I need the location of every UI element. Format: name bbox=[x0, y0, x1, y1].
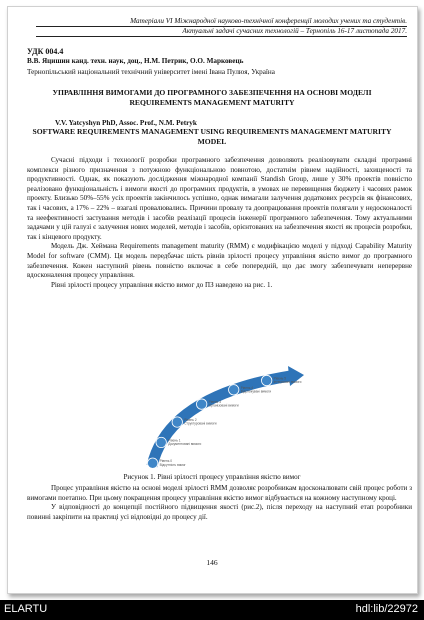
udc-code: УДК 004.4 bbox=[27, 47, 64, 56]
page-number: 146 bbox=[206, 558, 218, 567]
level-marker bbox=[147, 458, 157, 468]
title-ua: УПРАВЛІННЯ ВИМОГАМИ ДО ПРОГРАМНОГО ЗАБЕЗПЕЧЕННЯ НА ОСНОВІ МОДЕЛІ REQUIREMENTS MANAGEMENT MATURITY bbox=[52, 88, 372, 107]
level-marker bbox=[196, 399, 206, 409]
level-label: Рівень 5 Інтегровані вимоги bbox=[273, 376, 302, 385]
repository-name: ELARTU bbox=[4, 603, 48, 615]
level-label: Рівень 3 Організовані вимоги bbox=[208, 400, 239, 408]
authors-en: V.V. Yatcyshyn PhD, Assoc. Prof., N.M. Petryk bbox=[55, 119, 197, 127]
level-label: Рівень 2 Структуровані вимоги bbox=[184, 418, 217, 426]
paragraph: Рівні зрілості процесу управління якістю вимог до ПЗ наведено на рис. 1. bbox=[51, 280, 273, 289]
title-en: SOFTWARE REQUIREMENTS MANAGEMENT USING REQUIREMENTS MANAGEMENT MATURITY MODEL bbox=[32, 127, 392, 146]
header-line-2: Актуальні задачі сучасних технологій – Тернопіль 16-17 листопада 2017. bbox=[36, 27, 407, 37]
maturity-levels-diagram bbox=[118, 358, 308, 470]
paragraph: У відповідності до концепції постійного підвищення якості (рис.2), після переходу на наступний етап розробники повинні закріпити на практиці усі відповідні до процесу дії. bbox=[27, 503, 412, 521]
level-label: Рівень 4 Відстежувані вимоги bbox=[240, 385, 272, 394]
level-label: Рівень 0 Відсутність вимог bbox=[159, 459, 186, 467]
level-marker bbox=[229, 385, 239, 395]
figure-1 bbox=[118, 358, 308, 470]
figure-caption: Рисунок 1. Рівні зрілості процесу управління якістю вимог bbox=[123, 473, 301, 481]
paragraph: Процес управління якістю на основі моделі зрілості RMM дозволяє розробникам вдосконалювати свій процес роботи з вимогами поетапно. При цьому покращення процесу управління якістю вимог відбувається на кожному наступному кроці. bbox=[27, 484, 412, 502]
level-label: Рівень 1 Документовані вимоги bbox=[168, 438, 202, 447]
body-text-continued bbox=[27, 484, 412, 522]
running-header bbox=[36, 17, 407, 37]
affiliation: Тернопільський національний технічний університет імені Івана Пулюя, Україна bbox=[27, 68, 275, 76]
level-marker bbox=[261, 375, 271, 385]
handle-id: hdl:lib/22972 bbox=[355, 603, 418, 615]
authors-ua: В.В. Яцишин канд. техн. наук, доц., Н.М. Петрик, О.О. Марковець bbox=[27, 57, 244, 65]
repository-footer bbox=[0, 600, 424, 620]
body-text bbox=[27, 156, 412, 290]
paragraph: Сучасні підходи і технології розробки програмного забезпечення дозволяють реалізовувати складні програмні комплекси різного призначення з потужною функціональною повнотою, достатнім рівнем надійності, захищеності та продуктивності. Однак, як показують дослідження міжнародної компанії Standish Group, лише у 30% проектів повністю реалізовано функціональність і вимоги якості до програмних продуктів, в умовах не перевищення бюджету і часових рамок проекту. Близько 50%–55% усіх проектів закінчилось успішно, однак вимагали залучення додаткових ресурсів як фінансових, так і часових, а 17% – 22% – взагалі провалювались. Причини провалу та доопрацювання проектів полягали у недосконалості та неефективності застування методів і засобів реалізації процесів інженерії програмного забезпечення. Тому актуальними задачами у цій галузі є залучення нових моделей, методів і засобів, орієнтованих на забезпечення якості як процесів розробки, так і кінцевого продукту. bbox=[27, 156, 412, 241]
level-marker bbox=[172, 417, 182, 427]
paragraph: Модель Дж. Хеймана Requirements management maturity (RMM) є модифікацією моделі у підході Capability Maturity Model for software (CMM). Ця модель передбачає шість рівнів зрілості процесу управління якістю вимог до програмного забезпечення. Кожен наступний рівень повністю включає в себе попередній, що дає змогу забезпечувати неперервне вдосконалення процесу управління. bbox=[27, 242, 412, 280]
level-marker bbox=[156, 437, 166, 447]
header-line-1: Матеріали VI Міжнародної науково-технічної конференції молодих учених та студентів. bbox=[36, 17, 407, 27]
